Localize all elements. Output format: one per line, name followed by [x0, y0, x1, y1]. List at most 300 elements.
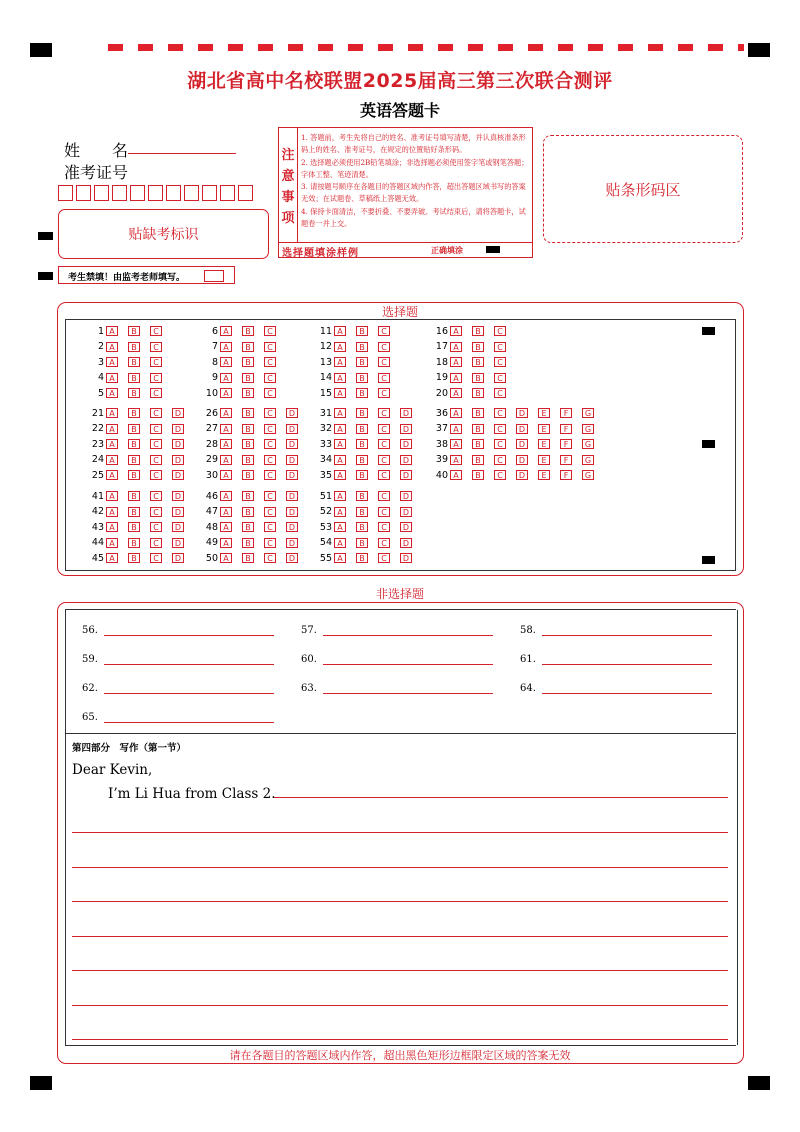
notice-side-label	[279, 128, 298, 242]
blank-item	[82, 625, 274, 636]
option-bubble[interactable]: B	[356, 424, 368, 434]
option-bubble[interactable]: B	[128, 439, 140, 449]
option-bubble[interactable]: C	[378, 342, 390, 352]
option-bubble[interactable]: D	[400, 439, 412, 449]
option-bubble[interactable]: B	[128, 424, 140, 434]
option-bubble[interactable]: B	[472, 326, 484, 336]
option-bubble[interactable]: C	[378, 388, 390, 398]
exam-id-cell[interactable]	[58, 185, 73, 201]
question-number: 38	[435, 438, 448, 450]
option-bubble[interactable]: C	[150, 373, 162, 383]
option-bubble[interactable]: D	[400, 455, 412, 465]
question-number: 5	[97, 387, 104, 399]
choice-question	[312, 469, 422, 481]
exam-id-cell[interactable]	[76, 185, 91, 201]
option-bubble[interactable]: A	[450, 342, 462, 352]
blank-line[interactable]	[542, 663, 712, 665]
option-bubble[interactable]: B	[242, 522, 254, 532]
question-number: 50	[205, 552, 218, 564]
option-bubble[interactable]: C	[378, 491, 390, 501]
exam-id-cell[interactable]	[148, 185, 163, 201]
blank-line[interactable]	[542, 634, 712, 636]
option-bubble[interactable]: E	[538, 470, 550, 480]
option-bubble[interactable]: B	[356, 342, 368, 352]
option-bubble[interactable]: C	[150, 326, 162, 336]
option-bubble[interactable]: A	[106, 553, 118, 563]
option-bubble[interactable]: A	[106, 538, 118, 548]
choice-question	[428, 438, 604, 450]
option-bubble[interactable]: C	[150, 357, 162, 367]
option-bubble[interactable]: C	[150, 424, 162, 434]
option-bubble[interactable]: D	[516, 439, 528, 449]
option-bubble[interactable]: B	[472, 424, 484, 434]
option-bubble[interactable]: A	[106, 424, 118, 434]
choice-question	[84, 454, 194, 466]
choice-question	[84, 372, 172, 384]
option-bubble[interactable]: A	[450, 439, 462, 449]
option-bubble[interactable]: C	[150, 470, 162, 480]
option-bubble[interactable]: E	[538, 439, 550, 449]
option-bubble[interactable]: B	[242, 455, 254, 465]
option-bubble[interactable]: B	[128, 342, 140, 352]
option-bubble[interactable]: D	[400, 507, 412, 517]
question-number: 17	[435, 341, 448, 352]
option-bubble[interactable]: C	[264, 522, 276, 532]
option-bubble[interactable]: B	[242, 553, 254, 563]
option-bubble[interactable]: A	[450, 408, 462, 418]
option-bubble[interactable]: G	[582, 455, 594, 465]
option-bubble[interactable]: D	[286, 408, 298, 418]
option-bubble[interactable]: C	[378, 538, 390, 548]
option-bubble[interactable]: D	[400, 424, 412, 434]
barcode-area-label: 贴条形码区	[605, 180, 681, 199]
question-number: 39	[435, 454, 448, 465]
option-bubble[interactable]: B	[242, 538, 254, 548]
option-bubble[interactable]: A	[334, 388, 346, 398]
option-bubble[interactable]: A	[334, 491, 346, 501]
option-bubble[interactable]: C	[378, 470, 390, 480]
option-bubble[interactable]: B	[356, 408, 368, 418]
option-bubble[interactable]: A	[106, 507, 118, 517]
option-bubble[interactable]: A	[106, 342, 118, 352]
option-bubble[interactable]: B	[128, 357, 140, 367]
option-bubble[interactable]: A	[220, 522, 232, 532]
option-bubble[interactable]: C	[264, 455, 276, 465]
option-bubble[interactable]: A	[220, 326, 232, 336]
option-bubble[interactable]: B	[242, 424, 254, 434]
option-bubble[interactable]: A	[334, 439, 346, 449]
option-bubble[interactable]: A	[334, 424, 346, 434]
option-bubble[interactable]: C	[264, 538, 276, 548]
timing-mark	[702, 327, 715, 335]
option-bubble[interactable]: A	[106, 470, 118, 480]
option-bubble[interactable]: B	[356, 455, 368, 465]
option-bubble[interactable]: D	[172, 491, 184, 501]
option-bubble[interactable]: C	[150, 342, 162, 352]
writing-line[interactable]	[72, 832, 728, 833]
option-bubble[interactable]: D	[286, 522, 298, 532]
option-bubble[interactable]: C	[378, 408, 390, 418]
option-bubble[interactable]: B	[128, 455, 140, 465]
exam-id-cell[interactable]	[112, 185, 127, 201]
option-bubble[interactable]: C	[264, 470, 276, 480]
choice-question	[84, 325, 172, 337]
option-bubble[interactable]: A	[220, 553, 232, 563]
notice-box	[278, 127, 533, 258]
question-number: 45	[91, 552, 104, 564]
option-bubble[interactable]: B	[356, 439, 368, 449]
option-bubble[interactable]: A	[334, 342, 346, 352]
option-bubble[interactable]: C	[378, 522, 390, 532]
blank-item	[82, 683, 274, 694]
option-bubble[interactable]: C	[378, 424, 390, 434]
option-bubble[interactable]: A	[450, 373, 462, 383]
option-bubble[interactable]: B	[242, 408, 254, 418]
blank-number: 65.	[82, 712, 98, 723]
question-number: 33	[319, 438, 332, 450]
blank-number: 60.	[301, 654, 317, 665]
option-bubble[interactable]: C	[494, 424, 506, 434]
option-bubble[interactable]: B	[242, 388, 254, 398]
option-bubble[interactable]: B	[128, 538, 140, 548]
option-bubble[interactable]: F	[560, 439, 572, 449]
choice-question	[198, 387, 286, 399]
choice-question	[198, 490, 308, 502]
exam-id-cell[interactable]	[130, 185, 145, 201]
option-bubble[interactable]: B	[128, 326, 140, 336]
option-bubble[interactable]: A	[220, 455, 232, 465]
option-bubble[interactable]: A	[220, 373, 232, 383]
option-bubble[interactable]: B	[356, 470, 368, 480]
option-bubble[interactable]: D	[286, 491, 298, 501]
choice-question	[84, 469, 194, 481]
option-bubble[interactable]: D	[400, 522, 412, 532]
option-bubble[interactable]: C	[150, 408, 162, 418]
option-bubble[interactable]: B	[472, 470, 484, 480]
option-bubble[interactable]: B	[356, 553, 368, 563]
option-bubble[interactable]: C	[494, 342, 506, 352]
option-bubble[interactable]: C	[150, 491, 162, 501]
option-bubble[interactable]: B	[356, 388, 368, 398]
exam-id-cell[interactable]	[166, 185, 181, 201]
nonchoice-top-rule	[65, 609, 736, 610]
option-bubble[interactable]: D	[172, 424, 184, 434]
option-bubble[interactable]: B	[128, 388, 140, 398]
option-bubble[interactable]: C	[494, 455, 506, 465]
option-bubble[interactable]: B	[472, 373, 484, 383]
option-bubble[interactable]: B	[242, 357, 254, 367]
option-bubble[interactable]: F	[560, 424, 572, 434]
blank-item	[520, 683, 712, 694]
option-bubble[interactable]: D	[172, 439, 184, 449]
option-bubble[interactable]: C	[264, 388, 276, 398]
option-bubble[interactable]: A	[334, 408, 346, 418]
choice-question	[428, 325, 516, 337]
exam-id-cell[interactable]	[184, 185, 199, 201]
option-bubble[interactable]: C	[264, 357, 276, 367]
registration-mark-bottom-left	[30, 1076, 52, 1090]
option-bubble[interactable]: C	[494, 326, 506, 336]
option-bubble[interactable]: A	[334, 373, 346, 383]
option-bubble[interactable]: E	[538, 424, 550, 434]
option-bubble[interactable]: B	[128, 470, 140, 480]
proctor-fill-box[interactable]	[204, 270, 224, 282]
option-bubble[interactable]: B	[472, 408, 484, 418]
option-bubble[interactable]: C	[150, 455, 162, 465]
option-bubble[interactable]: D	[400, 491, 412, 501]
registration-mark-top-left	[30, 43, 52, 57]
option-bubble[interactable]: B	[242, 373, 254, 383]
option-bubble[interactable]: B	[472, 455, 484, 465]
option-bubble[interactable]: A	[334, 553, 346, 563]
question-number: 52	[319, 506, 332, 517]
option-bubble[interactable]: C	[378, 357, 390, 367]
choice-question	[312, 341, 400, 353]
option-bubble[interactable]: C	[150, 507, 162, 517]
option-bubble[interactable]: C	[264, 408, 276, 418]
option-bubble[interactable]: D	[286, 470, 298, 480]
option-bubble[interactable]: F	[560, 408, 572, 418]
option-bubble[interactable]: C	[378, 326, 390, 336]
option-bubble[interactable]: C	[150, 538, 162, 548]
writing-line[interactable]	[72, 1005, 728, 1006]
option-bubble[interactable]: A	[106, 408, 118, 418]
option-bubble[interactable]: D	[172, 522, 184, 532]
question-number: 14	[319, 372, 332, 383]
option-bubble[interactable]: D	[286, 553, 298, 563]
option-bubble[interactable]: D	[286, 424, 298, 434]
option-bubble[interactable]: A	[106, 455, 118, 465]
blank-line[interactable]	[323, 692, 493, 694]
option-bubble[interactable]: D	[172, 470, 184, 480]
option-bubble[interactable]: A	[106, 522, 118, 532]
option-bubble[interactable]: A	[220, 470, 232, 480]
question-number: 3	[97, 356, 104, 368]
option-bubble[interactable]: C	[264, 373, 276, 383]
page-title: 湖北省高中名校联盟2025届高三第三次联合测评	[187, 70, 613, 92]
option-bubble[interactable]: C	[264, 553, 276, 563]
question-number: 49	[205, 537, 218, 548]
option-bubble[interactable]: D	[286, 455, 298, 465]
option-bubble[interactable]: G	[582, 424, 594, 434]
option-bubble[interactable]: A	[220, 408, 232, 418]
option-bubble[interactable]: D	[400, 553, 412, 563]
option-bubble[interactable]: B	[128, 491, 140, 501]
question-number: 25	[91, 469, 104, 481]
choice-question	[428, 407, 604, 419]
option-bubble[interactable]: B	[128, 522, 140, 532]
option-bubble[interactable]: G	[582, 470, 594, 480]
option-bubble[interactable]: A	[106, 439, 118, 449]
exam-id-cells[interactable]	[58, 185, 256, 201]
option-bubble[interactable]: B	[242, 439, 254, 449]
option-bubble[interactable]: F	[560, 455, 572, 465]
choice-question	[428, 341, 516, 353]
option-bubble[interactable]: A	[334, 470, 346, 480]
fill-example-label: 选择题填涂样例	[282, 248, 359, 259]
option-bubble[interactable]: D	[286, 507, 298, 517]
option-bubble[interactable]: D	[400, 408, 412, 418]
question-number: 1	[97, 325, 104, 337]
option-bubble[interactable]: A	[220, 357, 232, 367]
choice-question	[198, 356, 286, 368]
option-bubble[interactable]: A	[220, 388, 232, 398]
option-bubble[interactable]: B	[356, 538, 368, 548]
option-bubble[interactable]: A	[106, 326, 118, 336]
option-bubble[interactable]: C	[378, 507, 390, 517]
option-bubble[interactable]: B	[356, 326, 368, 336]
name-field[interactable]	[128, 153, 236, 154]
option-bubble[interactable]: B	[242, 326, 254, 336]
option-bubble[interactable]: A	[106, 491, 118, 501]
option-bubble[interactable]: G	[582, 439, 594, 449]
option-bubble[interactable]: A	[450, 470, 462, 480]
option-bubble[interactable]: A	[450, 388, 462, 398]
option-bubble[interactable]: C	[378, 373, 390, 383]
option-bubble[interactable]: A	[220, 424, 232, 434]
exam-id-cell[interactable]	[220, 185, 235, 201]
blank-line[interactable]	[104, 634, 274, 636]
writing-line[interactable]	[72, 867, 728, 868]
option-bubble[interactable]: B	[242, 491, 254, 501]
option-bubble[interactable]: D	[400, 470, 412, 480]
option-bubble[interactable]: C	[264, 491, 276, 501]
option-bubble[interactable]: B	[472, 439, 484, 449]
option-bubble[interactable]: B	[128, 553, 140, 563]
blank-line[interactable]	[542, 692, 712, 694]
exam-id-cell[interactable]	[202, 185, 217, 201]
option-bubble[interactable]: D	[286, 538, 298, 548]
option-bubble[interactable]: C	[494, 373, 506, 383]
option-bubble[interactable]: A	[334, 522, 346, 532]
exam-id-cell[interactable]	[238, 185, 253, 201]
option-bubble[interactable]: F	[560, 470, 572, 480]
option-bubble[interactable]: A	[220, 507, 232, 517]
option-bubble[interactable]: C	[378, 439, 390, 449]
choice-question	[84, 356, 172, 368]
blank-line[interactable]	[104, 721, 274, 723]
option-bubble[interactable]: D	[172, 507, 184, 517]
option-bubble[interactable]: A	[220, 491, 232, 501]
writing-line[interactable]	[274, 797, 728, 798]
question-number: 46	[205, 490, 218, 502]
option-bubble[interactable]: B	[128, 373, 140, 383]
option-bubble[interactable]: D	[400, 538, 412, 548]
option-bubble[interactable]: A	[106, 373, 118, 383]
option-bubble[interactable]: B	[356, 373, 368, 383]
writing-line[interactable]	[72, 936, 728, 937]
option-bubble[interactable]: A	[220, 538, 232, 548]
option-bubble[interactable]: A	[334, 357, 346, 367]
option-bubble[interactable]: B	[128, 408, 140, 418]
writing-line[interactable]	[72, 1039, 728, 1040]
blank-line[interactable]	[323, 634, 493, 636]
option-bubble[interactable]: C	[264, 424, 276, 434]
option-bubble[interactable]: C	[378, 455, 390, 465]
option-bubble[interactable]: B	[356, 507, 368, 517]
option-bubble[interactable]: D	[516, 470, 528, 480]
option-bubble[interactable]: E	[538, 408, 550, 418]
writing-line[interactable]	[72, 901, 728, 902]
option-bubble[interactable]: C	[150, 439, 162, 449]
option-bubble[interactable]: D	[172, 553, 184, 563]
option-bubble[interactable]: C	[150, 522, 162, 532]
option-bubble[interactable]: A	[334, 455, 346, 465]
option-bubble[interactable]: C	[378, 553, 390, 563]
option-bubble[interactable]: A	[334, 507, 346, 517]
exam-id-cell[interactable]	[94, 185, 109, 201]
option-bubble[interactable]: B	[356, 491, 368, 501]
nonchoice-inner-frame	[65, 610, 738, 1045]
choice-question	[198, 552, 308, 564]
option-bubble[interactable]: D	[516, 455, 528, 465]
option-bubble[interactable]: A	[450, 357, 462, 367]
option-bubble[interactable]: C	[264, 326, 276, 336]
option-bubble[interactable]: B	[472, 342, 484, 352]
option-bubble[interactable]: A	[450, 424, 462, 434]
question-number: 8	[211, 356, 218, 368]
option-bubble[interactable]: C	[150, 388, 162, 398]
blank-line[interactable]	[323, 663, 493, 665]
choice-question	[198, 506, 308, 518]
blank-line[interactable]	[104, 663, 274, 665]
option-bubble[interactable]: D	[516, 408, 528, 418]
option-bubble[interactable]: B	[242, 342, 254, 352]
option-bubble[interactable]: A	[334, 538, 346, 548]
option-bubble[interactable]: C	[494, 470, 506, 480]
option-bubble[interactable]: C	[494, 408, 506, 418]
option-bubble[interactable]: C	[264, 439, 276, 449]
option-bubble[interactable]: D	[172, 455, 184, 465]
option-bubble[interactable]: D	[172, 408, 184, 418]
option-bubble[interactable]: D	[286, 439, 298, 449]
blank-line[interactable]	[104, 692, 274, 694]
blank-number: 62.	[82, 683, 98, 694]
option-bubble[interactable]: A	[450, 455, 462, 465]
option-bubble[interactable]: A	[106, 357, 118, 367]
option-bubble[interactable]: B	[472, 357, 484, 367]
blank-number: 58.	[520, 625, 536, 636]
option-bubble[interactable]: G	[582, 408, 594, 418]
question-number: 41	[91, 490, 104, 502]
option-bubble[interactable]: B	[356, 357, 368, 367]
choice-question	[312, 454, 422, 466]
option-bubble[interactable]: B	[242, 507, 254, 517]
option-bubble[interactable]: B	[128, 507, 140, 517]
option-bubble[interactable]: A	[450, 326, 462, 336]
option-bubble[interactable]: C	[494, 357, 506, 367]
blank-item	[82, 712, 274, 723]
option-bubble[interactable]: B	[472, 388, 484, 398]
option-bubble[interactable]: A	[220, 439, 232, 449]
option-bubble[interactable]: D	[516, 424, 528, 434]
option-bubble[interactable]: C	[150, 553, 162, 563]
choice-question	[198, 341, 286, 353]
option-bubble[interactable]: C	[264, 507, 276, 517]
option-bubble[interactable]: B	[242, 470, 254, 480]
writing-line[interactable]	[72, 970, 728, 971]
option-bubble[interactable]: D	[172, 538, 184, 548]
option-bubble[interactable]: A	[334, 326, 346, 336]
option-bubble[interactable]: C	[264, 342, 276, 352]
option-bubble[interactable]: B	[356, 522, 368, 532]
option-bubble[interactable]: A	[220, 342, 232, 352]
option-bubble[interactable]: A	[106, 388, 118, 398]
writing-greeting: Dear Kevin,	[72, 762, 153, 778]
option-bubble[interactable]: C	[494, 439, 506, 449]
option-bubble[interactable]: E	[538, 455, 550, 465]
option-bubble[interactable]: C	[494, 388, 506, 398]
